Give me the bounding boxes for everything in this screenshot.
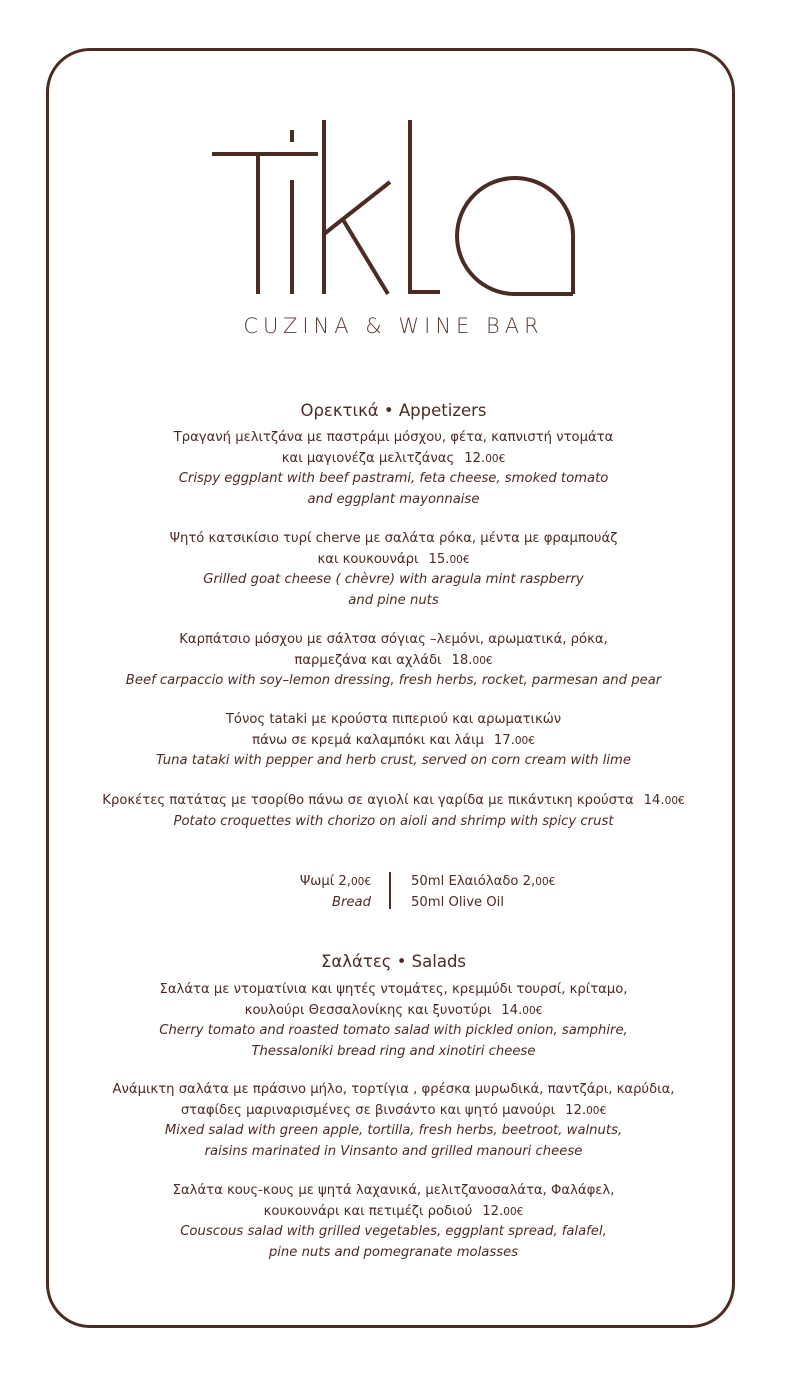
tikla-logo [0,118,787,296]
item-english-line: raisins marinated in Vinsanto and grilled manouri cheese [204,1143,583,1159]
extras-block [0,872,787,912]
item-english-line: Couscous salad with grilled vegetables, eggplant spread, falafel, [180,1224,607,1239]
item-greek-line: και μαγιονέζα μελιτζάνας [281,450,455,466]
item-price: 14.00€ [501,1002,543,1018]
item-english-line: pine nuts and pomegranate molasses [268,1244,519,1260]
olive-oil-price: 50ml Ελαιόλαδο 2,00€ [411,874,556,889]
item-greek-line: παρμεζάνα και αχλάδι [294,652,442,668]
item-price: 15.00€ [428,551,470,567]
item-price: 12.00€ [482,1203,524,1219]
tagline: CUZINA & WINE BAR [243,314,544,338]
item-greek-line: πάνω σε κρεμά καλαμπόκι και λάιμ [252,732,484,748]
item-english-line: Crispy eggplant with beef pastrami, feta cheese, smoked tomato [178,471,609,486]
menu-item [0,1181,787,1263]
menu-item [0,1080,787,1162]
item-price: 12.00€ [464,450,506,466]
menu-item [0,529,787,611]
bread-label: Bread [331,894,371,910]
item-greek-line: σταφίδες μαριναρισμένες σε βινσάντο και ψητό μανούρι [180,1102,556,1118]
item-greek-line: Καρπάτσιο μόσχου με σάλτσα σόγιας –λεμόνι, αρωματικά, ρόκα, [179,632,608,647]
item-english-line: Mixed salad with green apple, tortilla, fresh herbs, beetroot, walnuts, [164,1123,623,1138]
item-greek-line: Κροκέτες πατάτας με τσορίθο πάνω σε αγιολί και γαρίδα με πικάντικη κρούστα [102,793,634,808]
section-title-salads: Σαλάτες • Salads [320,952,467,971]
menu-item [0,428,787,510]
item-price: 12.00€ [565,1102,607,1118]
olive-oil-label: 50ml Olive Oil [411,894,505,910]
item-english-line: Thessaloniki bread ring and xinotiri cheese [251,1043,536,1059]
menu-item [0,980,787,1062]
item-english-line: Tuna tataki with pepper and herb crust, served on corn cream with lime [156,753,631,768]
item-price: 18.00€ [451,652,493,668]
item-greek-line: κουκουνάρι και πετιμέζι ροδιού [263,1203,473,1219]
item-greek-line: κουλούρι Θεσσαλονίκης και ξυνοτύρι [244,1002,492,1018]
item-greek-line: Τόνος tataki με κρούστα πιπεριού και αρωματικών [225,712,562,727]
item-english-line: and eggplant mayonnaise [307,491,480,507]
bread-price: Ψωμί 2,00€ [299,874,371,889]
item-english-line: Potato croquettes with chorizo on aioli and shrimp with spicy crust [173,813,614,829]
menu-item [0,710,787,772]
item-price: 17.00€ [493,732,535,748]
item-price: 14.00€ [643,793,685,808]
item-english-line: Cherry tomato and roasted tomato salad with pickled onion, samphire, [159,1023,628,1038]
item-greek-line: και κουκουνάρι [317,551,419,567]
item-greek-line: Ψητό κατσικίσιο τυρί cherve με σαλάτα ρόκα, μέντα με φραμπουάζ [169,531,618,546]
item-english-line: Grilled goat cheese ( chèvre) with aragula mint raspberry [203,572,584,587]
item-greek-line: Σαλάτα κους-κους με ψητά λαχανικά, μελιτζανοσαλάτα, Φαλάφελ, [172,1183,615,1198]
item-english-line: Beef carpaccio with soy–lemon dressing, fresh herbs, rocket, parmesan and pear [125,673,662,688]
extras-divider [389,872,391,909]
item-english-line: and pine nuts [348,592,439,608]
menu-item [0,791,787,832]
item-greek-line: Τραγανή μελιτζάνα με παστράμι μόσχου, φέτα, καπνιστή ντομάτα [173,430,614,445]
menu-item [0,630,787,692]
item-greek-line: Ανάμικτη σαλάτα με πράσινο μήλο, τορτίγια , φρέσκα μυρωδικά, παντζάρι, καρύδια, [112,1082,675,1097]
item-greek-line: Σαλάτα με ντοματίνια και ψητές ντομάτες, κρεμμύδι τουρσί, κρίταμο, [159,982,628,997]
section-title-appetizers: Ορεκτικά • Appetizers [300,401,487,420]
